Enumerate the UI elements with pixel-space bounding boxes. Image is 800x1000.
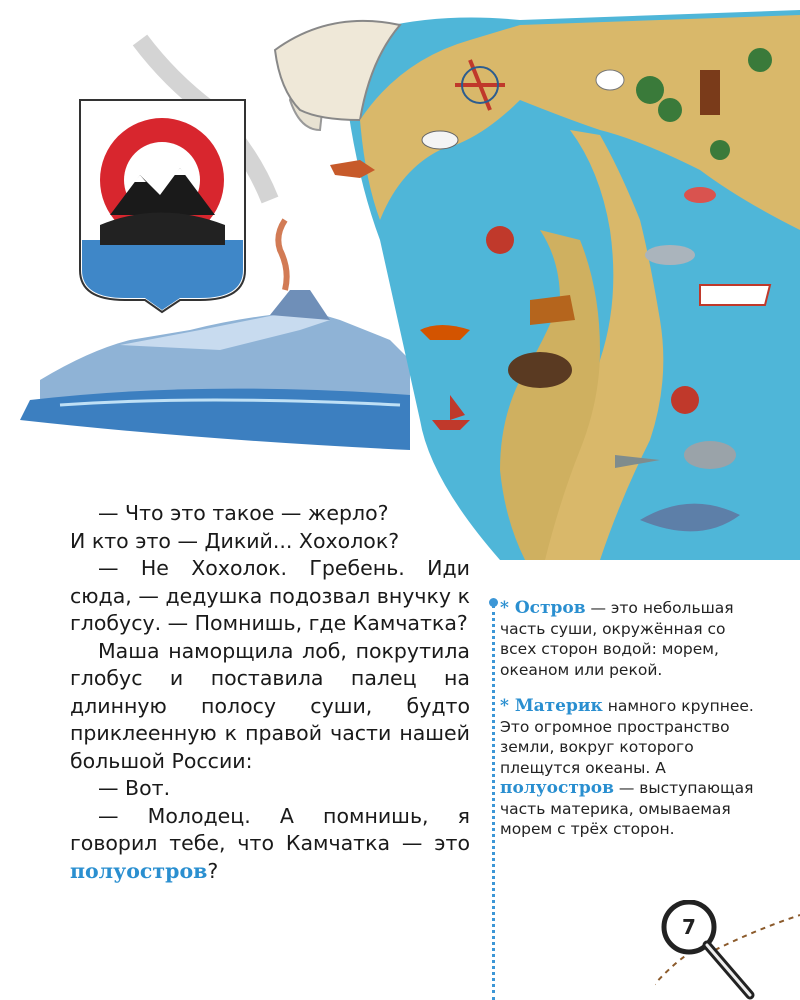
kamchatka-coat-of-arms: [80, 100, 245, 312]
glossary-entry-island: [500, 598, 755, 680]
story-paragraph: Маша наморщила лоб, покрутила глобус и поставила палец на длинную полосу суши, будто приклеенную к правой части нашей большой России:: [70, 638, 470, 773]
glossary-marker: *: [500, 696, 515, 716]
story-paragraph: — Вот.: [98, 776, 171, 800]
glossary-text: — выступающая часть материка, омываемая морем с трёх сторон.: [500, 779, 754, 838]
highlighted-term-peninsula: полуостров: [70, 858, 208, 883]
glossary-sidebar: [490, 598, 755, 856]
story-text-run: — Молодец. А помнишь, я говорил тебе, что Камчатка — это: [70, 803, 470, 855]
story-paragraph: — Не Хохолок. Гребень. Иди сюда, — дедушка подозвал внучку к глобусу. — Помнишь, где Камчатка?: [70, 556, 470, 635]
story-text: [70, 500, 470, 885]
story-text-run: ?: [207, 858, 219, 883]
kamchatka-map: [275, 10, 800, 560]
glossary-text: намного крупнее. Это огромное пространство земли, вокруг которого плещутся океаны. А: [500, 697, 754, 777]
glossary-entry-continent: [500, 696, 755, 840]
page-number: 7: [682, 915, 696, 939]
story-paragraph: — Что это такое — жерло?: [98, 501, 389, 525]
glossary-term-peninsula: полуостров: [500, 778, 614, 798]
glossary-term-island: Остров: [514, 598, 586, 618]
glossary-text: — это небольшая часть суши, окружённая со всех сторон водой: морем, океаном или рекой.: [500, 599, 734, 679]
story-paragraph: И кто это — Дикий... Хохолок?: [70, 528, 400, 553]
story-paragraph-last: [70, 803, 470, 886]
glossary-marker: *: [500, 598, 515, 618]
glossary-term-continent: Материк: [514, 696, 603, 716]
